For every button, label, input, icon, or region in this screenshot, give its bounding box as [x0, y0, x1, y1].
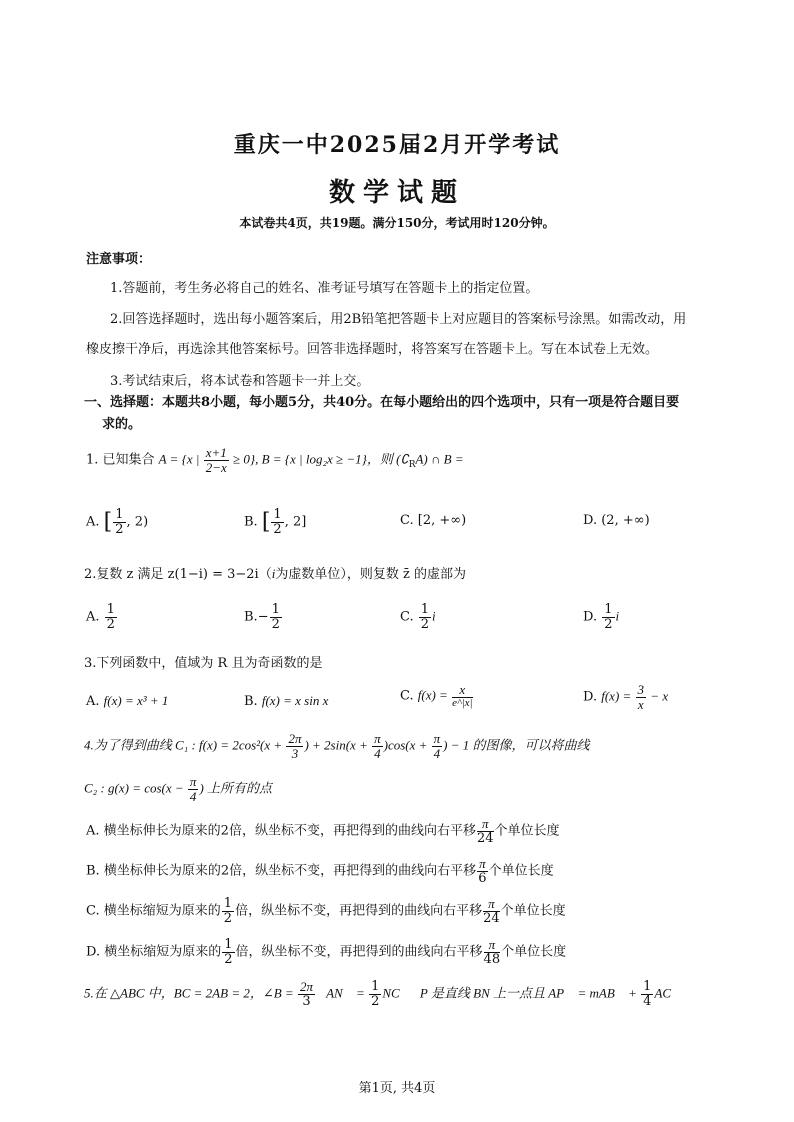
question-1: 1. 已知集合 A = {x | $\frac{x+1}{2-x}$ ≥ 0}, B = {x | log₂x ≥ −1}，则 $(∁_RA)$ ∩ B =: [86, 445, 464, 475]
note-item-1: 1.答题前，考生务必将自己的姓名、准考证号填写在答题卡上的指定位置。: [110, 281, 539, 296]
question-3: 3.下列函数中，值域为 R 且为奇函数的是: [84, 656, 323, 671]
q3-option-c: C. f(x) = $\frac{x}{e\^{}|x|}$: [400, 682, 473, 709]
note-item-2: 2.回答选择题时，选出每小题答案后，用2B铅笔把答题卡上对应题目的答案标号涂黑。如需改动，用: [110, 312, 687, 327]
q1-option-a: A. [ $\frac{1}{2}$ , 2): [86, 507, 149, 537]
q1-option-b: B. [ $\frac{1}{2}$ , 2]: [244, 507, 307, 537]
q4-option-b: B. 横坐标伸长为原来的2倍，纵坐标不变，再把得到的曲线向右平移 $\frac{\pi}{6}$ 个单位长度: [86, 856, 554, 886]
q2-option-c: C. $\frac{1}{2}$ i: [400, 602, 436, 632]
note-item-3: 3.考试结束后，将本试卷和答题卡一并上交。: [110, 374, 370, 389]
exam-title: 重庆一中2025届2月开学考试: [233, 132, 561, 158]
q3-option-d: D. f(x) = $\frac{3}{x}$ − x: [583, 682, 669, 712]
q4-option-d: D. 横坐标缩短为原来的 $\frac{1}{2}$ 倍，纵坐标不变，再把得到的曲线向右平移 $\frac{\pi}{48}$ 个单位长度: [86, 937, 567, 967]
q4-option-c: C. 横坐标缩短为原来的 $\frac{1}{2}$ 倍，纵坐标不变，再把得到的曲线向右平移 $\frac{\pi}{24}$ 个单位长度: [86, 896, 566, 926]
page-number: 第1页, 共4页: [358, 1081, 436, 1096]
section-heading: 一、选择题：本题共8小题，每小题5分，共40分。在每小题给出的四个选项中，只有一项是符合题目要: [84, 395, 680, 410]
q2-option-a: A. $\frac{1}{2}$: [86, 602, 115, 632]
q2-option-b: B.− $\frac{1}{2}$: [244, 602, 280, 632]
section-heading-cont: 求的。: [102, 417, 142, 432]
q2-option-d: D. $\frac{1}{2}$ i: [583, 602, 620, 632]
q1-option-d: D. (2, +∞): [583, 513, 650, 528]
question-2: 2.复数 z 满足 z(1−i) = 3−2i（i为虚数单位），则复数 z̄ 的虚部为: [84, 566, 466, 582]
q1-option-c: C. [2, +∞): [400, 513, 467, 528]
question-4: 4.为了得到曲线 C₁ : f(x) = 2cos²(x + $\frac{2\pi}{3}$ ) + 2sin(x + $\frac{\pi}{4}$ )cos(x + $\frac{\pi}{4}$ ) − 1 的图像，可以将曲线: [84, 731, 590, 761]
question-5: 5.在 △ABC 中，BC = 2AB = 2，∠B = $\frac{2\pi}{3}$ ，AN⃗ = $\frac{1}{2}$ NC⃗，P 是直线 BN 上一点且 AP⃗ = mAB⃗ + $\frac{1}{4}$ AC⃗，: [84, 979, 692, 1009]
q4-option-a: A. 横坐标伸长为原来的2倍，纵坐标不变，再把得到的曲线向右平移 $\frac{\pi}{24}$ 个单位长度: [86, 816, 560, 846]
q3-option-b: B. f(x) = x sin x: [244, 693, 329, 709]
notes-heading: 注意事项：: [86, 252, 152, 267]
exam-subject: 数学试题: [328, 178, 465, 208]
exam-info: 本试卷共4页，共19题。满分150分，考试用时120分钟。: [239, 216, 555, 230]
question-4-line2: C₂ : g(x) = cos(x − $\frac{\pi}{4}$ ) 上所有的点: [84, 774, 273, 804]
q3-option-a: A. f(x) = x³ + 1: [86, 693, 169, 709]
note-item-2-cont: 橡皮擦干净后，再选涂其他答案标号。回答非选择题时，将答案写在答题卡上。写在本试卷上无效。: [86, 342, 659, 357]
